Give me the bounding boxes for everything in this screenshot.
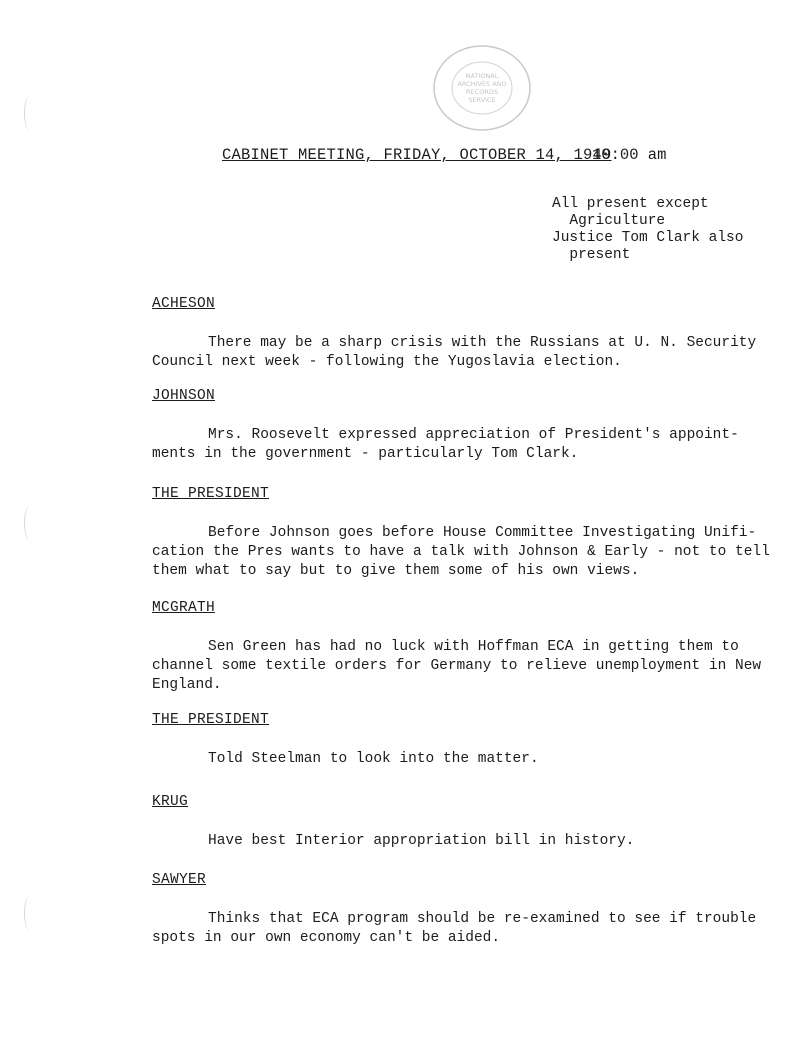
note-line: Mrs. Roosevelt expressed appreciation of President's appoint- (208, 427, 739, 443)
meeting-title (222, 146, 612, 164)
attendance-line: Agriculture (552, 213, 666, 229)
note-line: spots in our own economy can't be aided. (152, 930, 501, 946)
section-the-president-1 (152, 484, 770, 581)
note-line: channel some textile orders for Germany to relieve unemployment in New (152, 658, 762, 674)
note-line: Told Steelman to look into the matter. (208, 751, 539, 767)
section-note (152, 524, 770, 581)
meeting-time: 10:00 am (592, 146, 667, 164)
attendance-note (552, 196, 743, 264)
svg-text:SERVICE: SERVICE (468, 96, 496, 104)
speaker-name: ACHESON (152, 296, 216, 312)
note-line: Thinks that ECA program should be re-examined to see if trouble (208, 911, 757, 927)
note-line: ments in the government - particularly Tom Clark. (152, 446, 579, 462)
note-line: England. (152, 677, 222, 693)
speaker-name: THE PRESIDENT (152, 486, 270, 502)
attendance-line: present (552, 247, 631, 263)
svg-text:RECORDS: RECORDS (466, 88, 498, 96)
hole-punch-mark (24, 96, 35, 130)
note-line: cation the Pres wants to have a talk with Johnson & Early - not to tell (152, 544, 770, 560)
note-line: There may be a sharp crisis with the Russians at U. N. Security (208, 335, 757, 351)
speaker-name: JOHNSON (152, 388, 216, 404)
section-note (152, 910, 757, 948)
section-note (152, 832, 752, 851)
section-note (152, 750, 752, 769)
section-krug (152, 792, 752, 851)
attendance-line: Justice Tom Clark also (552, 230, 744, 246)
hole-punch-mark (24, 506, 35, 540)
note-line: Council next week - following the Yugoslavia election. (152, 354, 622, 370)
section-johnson (152, 386, 752, 464)
note-line: Sen Green has had no luck with Hoffman ECA in getting them to (208, 639, 739, 655)
meeting-title-text: CABINET MEETING, FRIDAY, OCTOBER 14, 1949 (222, 146, 612, 164)
section-note (152, 426, 752, 464)
section-the-president-2 (152, 710, 752, 769)
hole-punch-mark (24, 896, 35, 930)
section-acheson (152, 294, 757, 372)
speaker-name: THE PRESIDENT (152, 712, 270, 728)
speaker-name: MCGRATH (152, 600, 216, 616)
section-note (152, 334, 757, 372)
speaker-name: SAWYER (152, 872, 207, 888)
svg-text:NATIONAL: NATIONAL (465, 72, 499, 80)
archives-stamp (430, 42, 534, 134)
svg-text:ARCHIVES AND: ARCHIVES AND (457, 80, 507, 88)
attendance-line: All present except (552, 196, 709, 212)
section-sawyer (152, 870, 757, 948)
note-line: Before Johnson goes before House Committee Investigating Unifi- (208, 525, 757, 541)
section-mcgrath (152, 598, 762, 695)
section-note (152, 638, 762, 695)
note-line: Have best Interior appropriation bill in history. (208, 833, 635, 849)
speaker-name: KRUG (152, 794, 189, 810)
note-line: them what to say but to give them some of his own views. (152, 563, 640, 579)
